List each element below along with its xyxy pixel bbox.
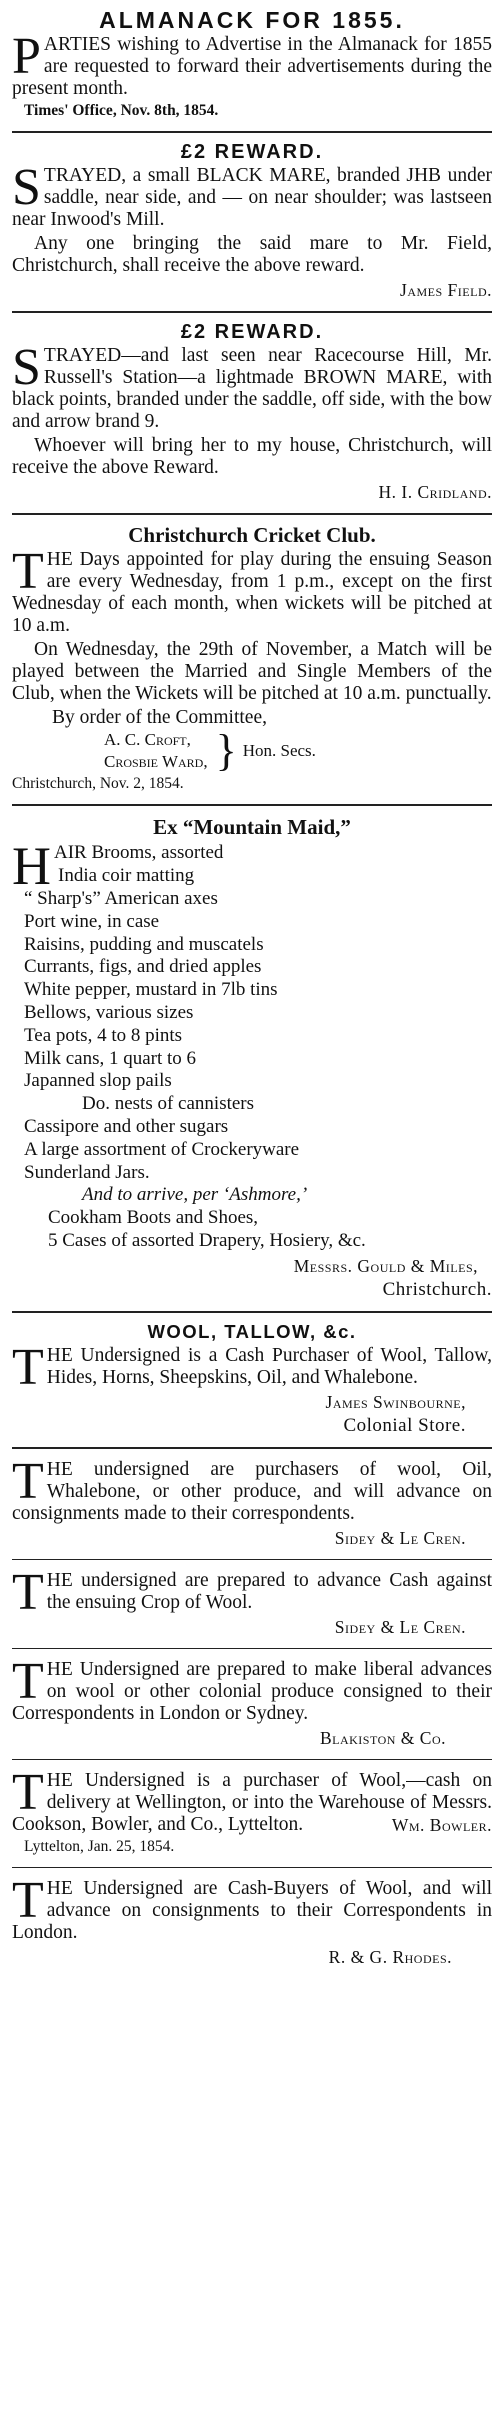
list-item: Sunderland Jars.	[24, 1161, 150, 1183]
signature: R. & G. Rhodes.	[328, 1946, 452, 1967]
ad-text: THE Undersigned are Cash-Buyers of Wool, and will advance on consignments to their Correspondents in London.	[12, 1871, 492, 1943]
divider	[12, 1867, 492, 1868]
list-item: Raisins, pudding and muscatels	[24, 933, 264, 955]
brace: }	[215, 726, 237, 775]
list-item: Japanned slop pails	[24, 1070, 172, 1092]
ad-text: THE Undersigned is a purchaser of Wool,—cash on delivery at Wellington, or into the Warehouse of Messrs. Cookson, Bowler, and Co., Lyttelton.	[12, 1763, 492, 1835]
list-item: A large assortment of Crockeryware	[24, 1138, 300, 1160]
ad-cricket-club	[12, 519, 492, 798]
list-item: Port wine, in case	[24, 910, 160, 932]
list-item: Tea pots, 4 to 8 pints	[24, 1024, 183, 1046]
signature: Sidey & Le Cren.	[334, 1527, 466, 1548]
ad-text-2: Whoever will bring her to my house, Christchurch, will receive the above Reward.	[12, 435, 492, 478]
drop-cap: T	[12, 1563, 44, 1621]
ad-blakiston	[12, 1653, 492, 1753]
committee-order: By order of the Committee,	[52, 707, 267, 728]
drop-cap: H	[12, 836, 51, 896]
list-item: Cassipore and other sugars	[24, 1115, 229, 1137]
ad-text: STRAYED—and last seen near Racecourse Hill, Mr. Russell's Station—a lightmade BROWN MARE, with black points, branded under the saddle, off side, with the bow and arrow brand 9.	[12, 339, 492, 432]
list-item: 5 Cases of assorted Drapery, Hosiery, &c.	[48, 1229, 366, 1251]
ad-text: THE Undersigned are prepared to make liberal advances on wool or other colonial produce consigned to their Correspondents in London or Sydney.	[12, 1652, 492, 1724]
list-item: Cookham Boots and Shoes,	[48, 1207, 259, 1229]
ad-mountain-maid	[12, 810, 492, 1305]
drop-cap: S	[12, 339, 41, 396]
ad-text: THE Days appointed for play during the ensuing Season are every Wednesday, from 1 p.m., except on the first Wednesday of each month, when wickets will be pitched at 10 a.m.	[12, 543, 492, 636]
signature: Sidey & Le Cren.	[334, 1616, 466, 1637]
ad-text: THE Undersigned is a Cash Purchaser of Wool, Tallow, Hides, Horns, Sheepskins, Oil, and Whalebone.	[12, 1338, 492, 1396]
divider	[12, 1559, 492, 1560]
list-item: India coir matting	[58, 864, 195, 886]
dateline: Times' Office, Nov. 8th, 1854.	[24, 102, 219, 119]
divider	[12, 804, 492, 806]
ad-reward-black-mare	[12, 137, 492, 305]
ad-text-2: On Wednesday, the 29th of November, a Match will be played between the Married and Single Members of the Club, when the Wickets will be pitched at 10 a.m. punctually.	[12, 639, 492, 704]
divider	[12, 1447, 492, 1449]
ad-bowler	[12, 1764, 492, 1861]
signature: Messrs. Gould & Miles,	[293, 1255, 478, 1276]
ad-reward-brown-mare	[12, 317, 492, 507]
ad-wool-tallow	[12, 1317, 492, 1441]
ad-text: STRAYED, a small BLACK MARE, branded JHB under saddle, near side, and — on near shoulder; was lastseen near Inwood's Mill.	[12, 159, 492, 230]
divider	[12, 1648, 492, 1649]
divider	[12, 131, 492, 133]
list-item: Bellows, various sizes	[24, 1001, 194, 1023]
divider	[12, 1759, 492, 1760]
signature-location: Colonial Store.	[343, 1414, 466, 1436]
signature: Wm. Bowler.	[391, 1814, 492, 1835]
ad-title: Ex “Mountain Maid,”	[153, 815, 351, 839]
ad-title: ALMANACK FOR 1855.	[99, 7, 405, 33]
ad-title: Christchurch Cricket Club.	[128, 523, 376, 547]
list-item: Milk cans, 1 quart to 6	[24, 1047, 197, 1069]
divider	[12, 513, 492, 515]
arrival-note: And to arrive, per ‘Ashmore,’	[82, 1184, 308, 1206]
ad-sidey-le-cren-purchasers	[12, 1453, 492, 1553]
ad-text-2: Any one bringing the said mare to Mr. Field, Christchurch, shall receive the above reward.	[12, 233, 492, 276]
divider	[12, 311, 492, 313]
ad-title: £2 REWARD.	[180, 141, 324, 163]
secretaries-label: Hon. Secs.	[242, 741, 316, 760]
list-item: “ Sharp's” American axes	[24, 888, 218, 909]
list-item: AIR Brooms, assorted	[54, 842, 224, 863]
drop-cap: T	[12, 1338, 44, 1396]
list-item: Currants, figs, and dried apples	[24, 956, 262, 978]
dateline: Christchurch, Nov. 2, 1854.	[12, 775, 184, 792]
signature-location: Christchurch.	[382, 1278, 492, 1300]
drop-cap: T	[12, 543, 44, 600]
goods-list	[12, 836, 492, 1253]
secretary-name: Crosbie Ward,	[104, 752, 208, 771]
drop-cap: T	[12, 1871, 44, 1929]
ad-text: THE undersigned are prepared to advance Cash against the ensuing Crop of Wool.	[12, 1563, 492, 1621]
list-item: Do. nests of cannisters	[82, 1093, 255, 1115]
signature: H. I. Cridland.	[378, 482, 492, 502]
ad-title: £2 REWARD.	[180, 321, 324, 343]
ad-text: THE undersigned are purchasers of wool, Oil, Whalebone, or other produce, and will advance on consignments made to their correspondents.	[12, 1452, 492, 1524]
list-item: White pepper, mustard in 7lb tins	[24, 979, 278, 1001]
drop-cap: P	[12, 28, 41, 85]
secretary-name: A. C. Croft,	[104, 730, 191, 749]
dateline: Lyttelton, Jan. 25, 1854.	[24, 1837, 175, 1855]
ad-almanack	[12, 4, 492, 125]
signature: James Swinbourne,	[325, 1391, 466, 1412]
divider	[12, 1311, 492, 1313]
ad-rhodes	[12, 1872, 492, 1972]
drop-cap: T	[12, 1452, 44, 1510]
ad-text: PARTIES wishing to Advertise in the Almanack for 1855 are requested to forward their advertisements during the present month.	[12, 28, 492, 99]
ad-title: WOOL, TALLOW, &c.	[147, 1320, 357, 1342]
drop-cap: T	[12, 1763, 44, 1821]
ad-sidey-le-cren-advance	[12, 1564, 492, 1642]
drop-cap: S	[12, 159, 41, 216]
drop-cap: T	[12, 1652, 44, 1710]
signature: Blakiston & Co.	[319, 1727, 446, 1748]
secretaries	[12, 726, 492, 775]
signature: James Field.	[400, 280, 492, 300]
